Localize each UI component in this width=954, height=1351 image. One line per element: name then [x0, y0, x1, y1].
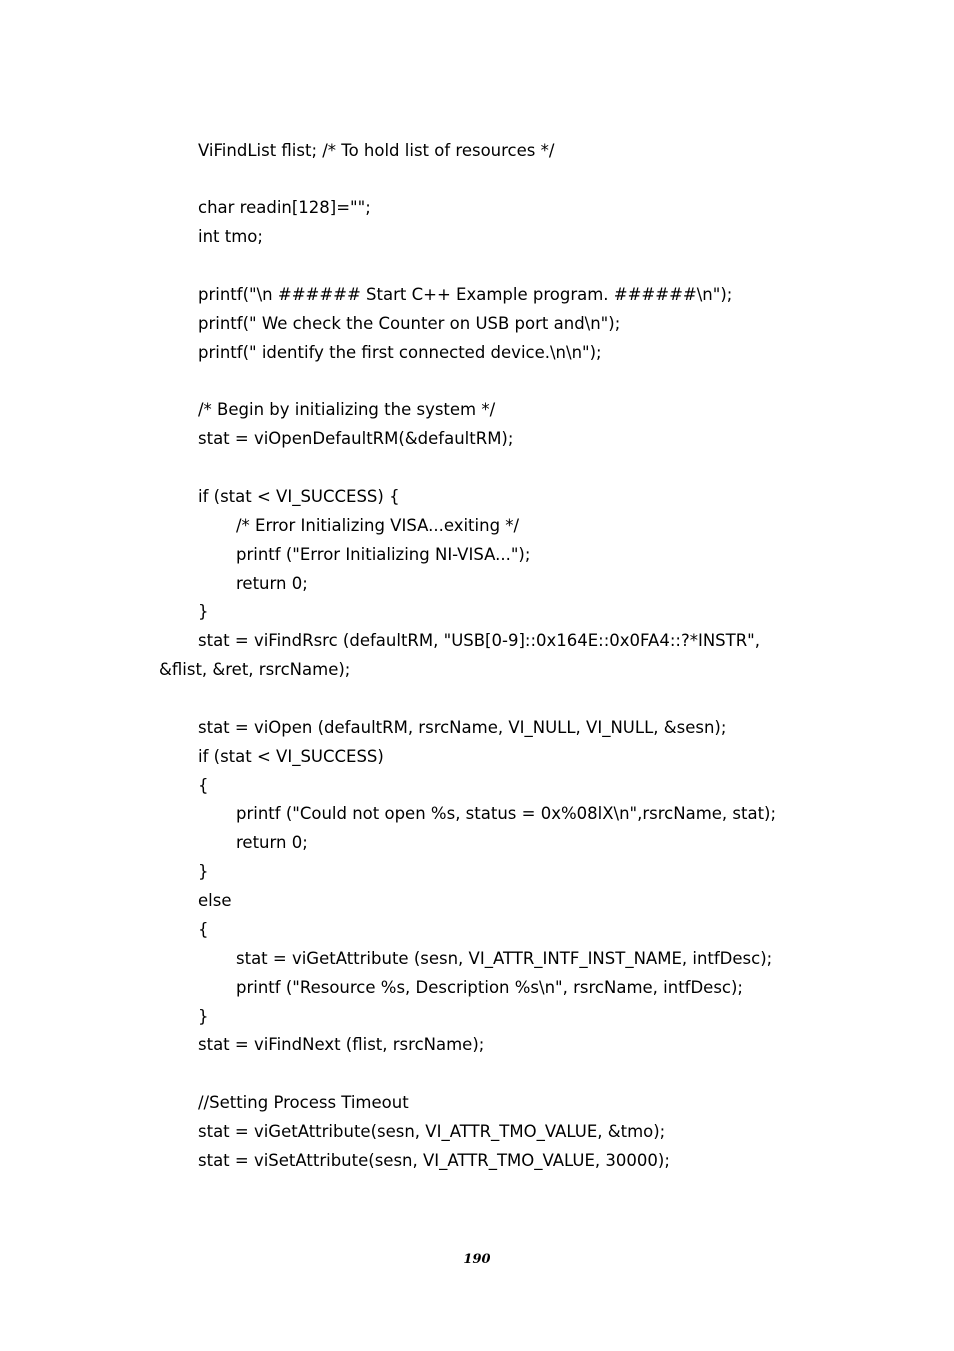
code-line: stat = viSetAttribute(sesn, VI_ATTR_TMO_VALUE, 30000);: [198, 1151, 670, 1170]
code-line: printf ("Could not open %s, status = 0x%08lX\n",rsrcName, stat);: [236, 804, 777, 823]
code-line: printf ("Error Initializing NI-VISA...");: [236, 545, 531, 564]
code-line: //Setting Process Timeout: [198, 1093, 409, 1112]
page-number: 190: [463, 1252, 491, 1267]
code-line: stat = viOpen (defaultRM, rsrcName, VI_NULL, VI_NULL, &sesn);: [198, 718, 727, 737]
code-line: else: [198, 891, 232, 910]
code-line: &flist, &ret, rsrcName);: [159, 660, 351, 679]
code-line: printf("\n ###### Start C++ Example program. ######\n");: [198, 285, 733, 304]
code-line: stat = viOpenDefaultRM(&defaultRM);: [198, 429, 514, 448]
code-line: }: [198, 602, 209, 621]
code-line: printf(" identify the first connected device.\n\n");: [198, 343, 602, 362]
code-line: if (stat < VI_SUCCESS) {: [198, 487, 400, 506]
code-line: stat = viGetAttribute(sesn, VI_ATTR_TMO_VALUE, &tmo);: [198, 1122, 666, 1141]
code-line: return 0;: [236, 833, 308, 852]
code-line: {: [198, 920, 209, 939]
code-line: char readin[128]="";: [198, 198, 371, 217]
code-line: printf(" We check the Counter on USB port and\n");: [198, 314, 621, 333]
code-line: stat = viGetAttribute (sesn, VI_ATTR_INTF_INST_NAME, intfDesc);: [236, 949, 773, 968]
code-line: return 0;: [236, 574, 308, 593]
code-line: }: [198, 862, 209, 881]
code-line: printf ("Resource %s, Description %s\n", rsrcName, intfDesc);: [236, 978, 743, 997]
code-line: int tmo;: [198, 227, 263, 246]
code-line: /* Error Initializing VISA...exiting */: [236, 516, 520, 535]
code-line: }: [198, 1007, 209, 1026]
code-line: if (stat < VI_SUCCESS): [198, 747, 384, 766]
code-line: ViFindList flist; /* To hold list of resources */: [198, 141, 555, 160]
code-line: /* Begin by initializing the system */: [198, 400, 496, 419]
code-line: {: [198, 776, 209, 795]
code-line: stat = viFindRsrc (defaultRM, "USB[0-9]::0x164E::0x0FA4::?*INSTR",: [198, 631, 761, 650]
code-line: stat = viFindNext (flist, rsrcName);: [198, 1035, 485, 1054]
